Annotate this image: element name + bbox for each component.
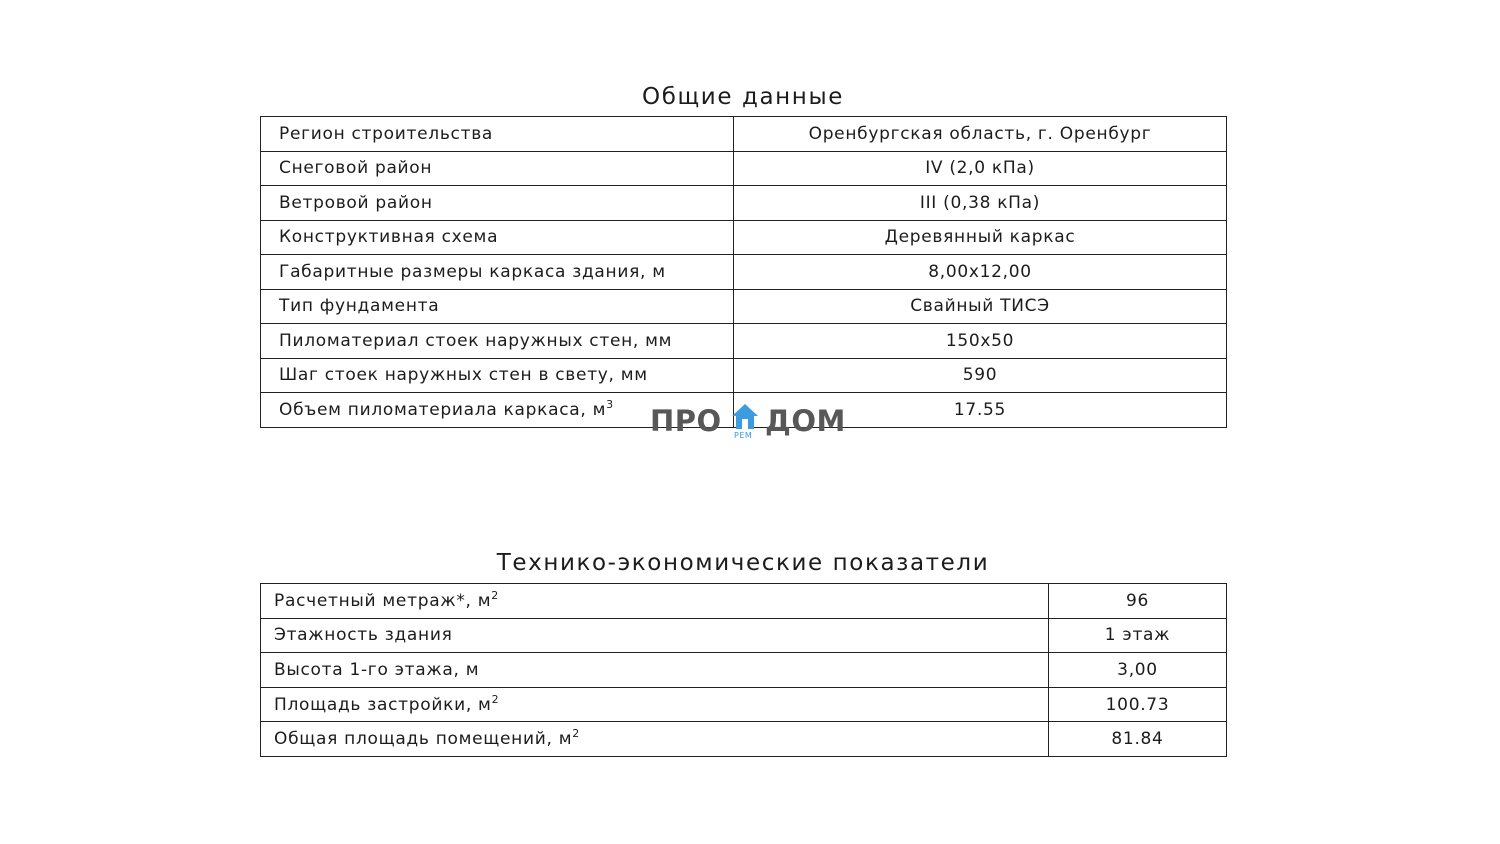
tech-indicators-title: Технико-экономические показатели — [496, 550, 990, 576]
row-label: Расчетный метраж*, м — [274, 590, 492, 611]
row-value: 81.84 — [1049, 722, 1227, 757]
table-row — [261, 358, 1227, 393]
unit-exponent: 2 — [572, 727, 580, 741]
row-label: Ветровой район — [279, 192, 433, 213]
row-label: Площадь застройки, м — [274, 694, 492, 715]
table-row — [261, 393, 1227, 428]
row-label: Снеговой район — [279, 158, 433, 179]
row-value: 8,00x12,00 — [734, 255, 1227, 290]
row-value: 96 — [1049, 584, 1227, 619]
table-row — [261, 117, 1227, 152]
row-value: 3,00 — [1049, 653, 1227, 688]
row-value: Деревянный каркас — [734, 220, 1227, 255]
row-label-cell — [261, 117, 734, 152]
row-value: Оренбургская область, г. Оренбург — [734, 117, 1227, 152]
general-data-table — [260, 116, 1227, 428]
row-label: Общая площадь помещений, м — [274, 729, 573, 750]
row-value: 150x50 — [734, 324, 1227, 359]
table-row — [261, 289, 1227, 324]
row-label: Объем пиломатериала каркаса, м — [279, 399, 607, 420]
row-value: 1 этаж — [1049, 618, 1227, 653]
table-row — [261, 255, 1227, 290]
watermark-text-right: ДОМ — [765, 404, 846, 438]
tech-indicators-table — [260, 583, 1227, 757]
row-label: Высота 1-го этажа, м — [274, 659, 480, 680]
row-label-cell — [261, 393, 734, 428]
table-row — [261, 186, 1227, 221]
row-label-cell — [261, 324, 734, 359]
row-value: Свайный ТИСЭ — [734, 289, 1227, 324]
row-label: Шаг стоек наружных стен в свету, мм — [279, 365, 648, 386]
table-row — [261, 618, 1227, 653]
row-label-cell — [261, 618, 1049, 653]
row-label-cell — [261, 220, 734, 255]
watermark-text-left: ПРО — [650, 404, 722, 438]
table-row — [261, 220, 1227, 255]
row-label: Конструктивная схема — [279, 227, 499, 248]
table-row — [261, 653, 1227, 688]
watermark-subtext: РЕМ — [734, 431, 753, 440]
row-label: Регион строительства — [279, 123, 494, 144]
table-row — [261, 324, 1227, 359]
unit-exponent: 3 — [606, 397, 614, 411]
row-label-cell — [261, 687, 1049, 722]
table-row — [261, 151, 1227, 186]
row-value: 100.73 — [1049, 687, 1227, 722]
row-value: 590 — [734, 358, 1227, 393]
table-row — [261, 687, 1227, 722]
row-label-cell — [261, 255, 734, 290]
row-label-cell — [261, 186, 734, 221]
row-value: III (0,38 кПа) — [734, 186, 1227, 221]
row-value: IV (2,0 кПа) — [734, 151, 1227, 186]
unit-exponent: 2 — [491, 588, 499, 602]
row-label: Пиломатериал стоек наружных стен, мм — [279, 330, 673, 351]
row-label-cell — [261, 584, 1049, 619]
row-value: 17.55 — [734, 393, 1227, 428]
row-label: Тип фундамента — [279, 296, 440, 317]
table-row — [261, 584, 1227, 619]
row-label: Этажность здания — [274, 625, 453, 646]
row-label: Габаритные размеры каркаса здания, м — [279, 261, 666, 282]
unit-exponent: 2 — [491, 692, 500, 706]
row-label-cell — [261, 653, 1049, 688]
general-data-title: Общие данные — [642, 84, 844, 110]
row-label-cell — [261, 151, 734, 186]
row-label-cell — [261, 289, 734, 324]
row-label-cell — [261, 722, 1049, 757]
table-row — [261, 722, 1227, 757]
row-label-cell — [261, 358, 734, 393]
